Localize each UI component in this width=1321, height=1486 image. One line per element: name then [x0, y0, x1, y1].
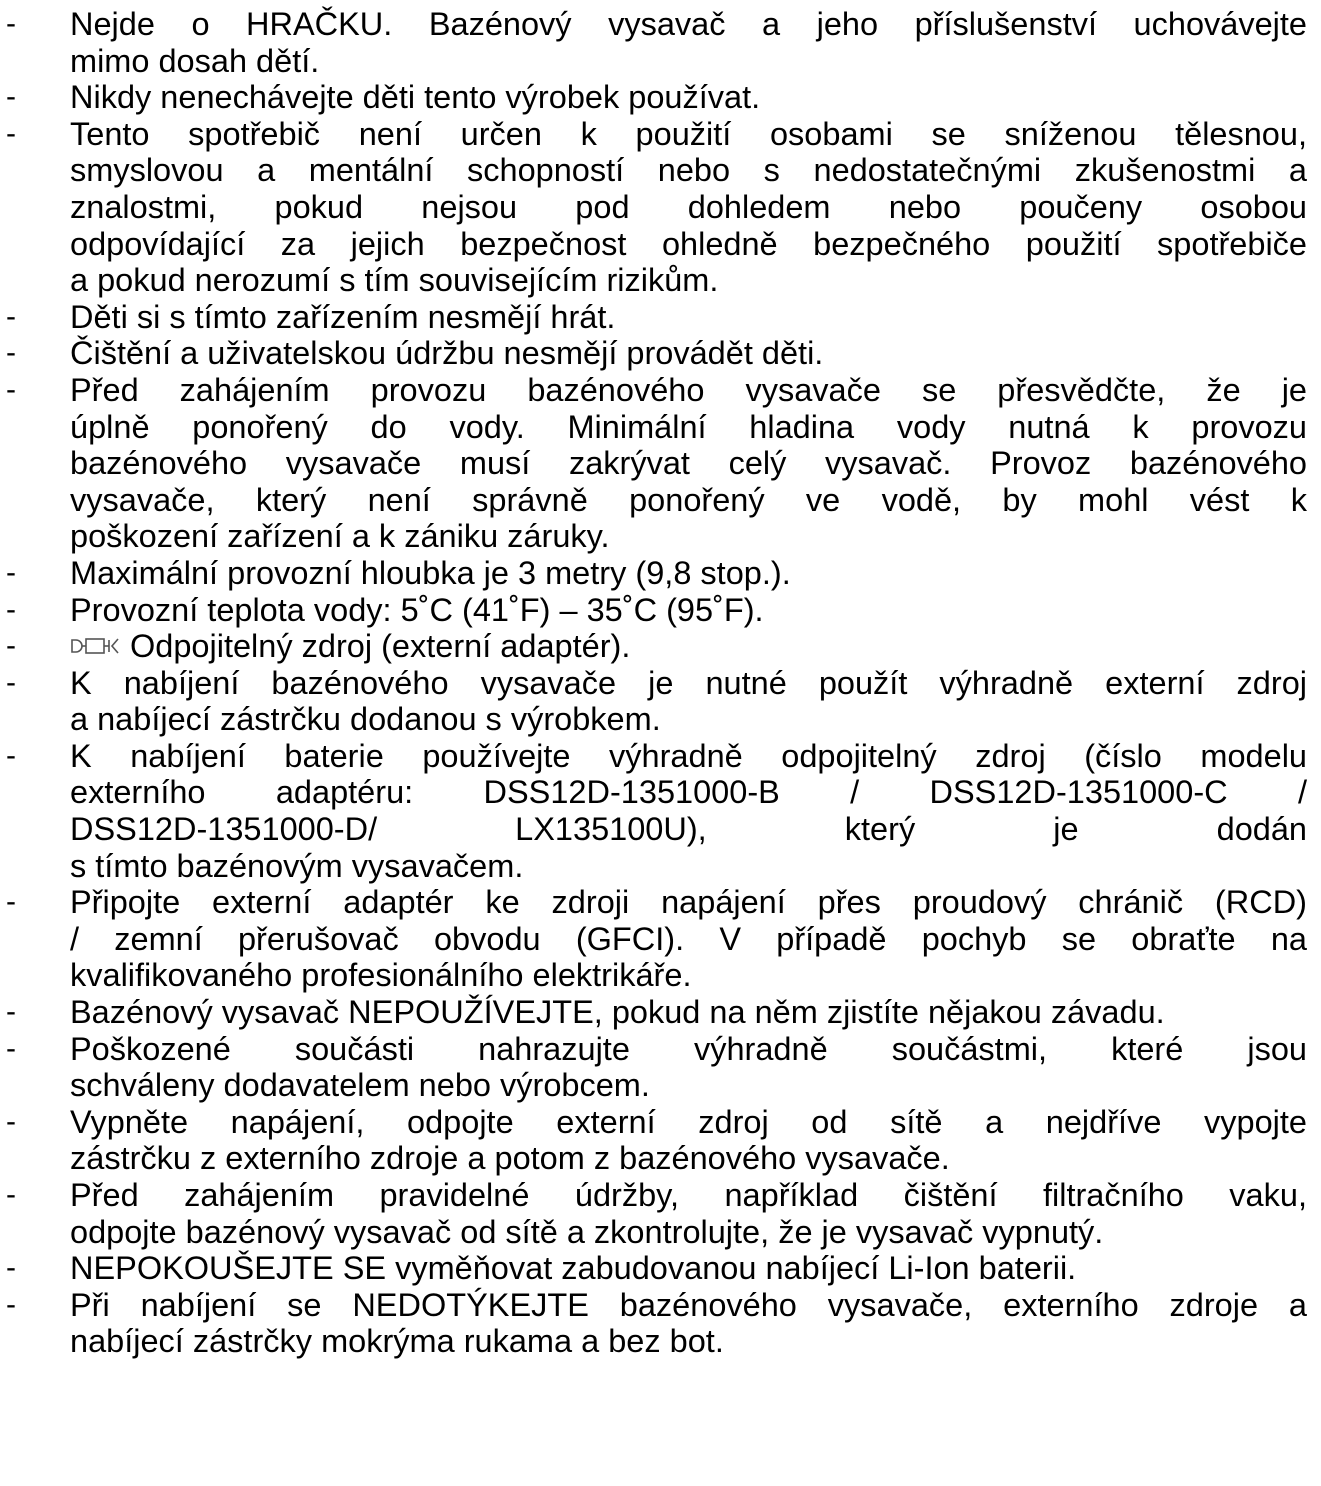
list-item: [0, 738, 1321, 884]
text-line: [70, 994, 1307, 1031]
line-text: úplně ponořený do vody. Minimální hladina vody nutná k provozu: [70, 408, 1307, 445]
line-text: NEPOKOUŠEJTE SE vyměňovat zabudovanou nabíjecí Li-Ion baterii.: [70, 1250, 1077, 1287]
list-item: [0, 1177, 1321, 1250]
text-line: [70, 152, 1307, 189]
line-text: Připojte externí adaptér ke zdroji napájení přes proudový chránič (RCD): [70, 884, 1307, 921]
text-line: [70, 482, 1307, 519]
list-item: [0, 994, 1321, 1031]
line-text: znalostmi, pokud nejsou pod dohledem nebo poučeny osobou: [70, 188, 1307, 225]
bullet-dash: -: [6, 1287, 16, 1321]
bullet-dash: -: [6, 665, 16, 699]
line-text: schváleny dodavatelem nebo výrobcem.: [70, 1067, 650, 1104]
detachable-supply-unit-icon: [70, 636, 120, 656]
list-item: [0, 628, 1321, 665]
text-line: [70, 189, 1307, 226]
text-line: [70, 335, 1307, 372]
text-line: [70, 555, 1307, 592]
line-text: Před zahájením provozu bazénového vysavače se přesvědčte, že je: [70, 371, 1307, 408]
list-item: [0, 1104, 1321, 1177]
text-line: [70, 299, 1307, 336]
line-text: smyslovou a mentální schopností nebo s nedostatečnými zkušenostmi a: [70, 152, 1307, 189]
bullet-dash: -: [6, 1031, 16, 1065]
list-item-text: [70, 6, 1307, 79]
list-item-text: [70, 79, 1307, 116]
text-line: [70, 738, 1307, 775]
list-item-text: [70, 994, 1307, 1031]
line-text: Nejde o HRAČKU. Bazénový vysavač a jeho příslušenství uchovávejte: [70, 6, 1307, 42]
text-line: [70, 1177, 1307, 1214]
line-text: odpojte bazénový vysavač od sítě a zkontrolujte, že je vysavač vypnutý.: [70, 1213, 1104, 1250]
text-line: [70, 957, 1307, 994]
text-line: [70, 665, 1307, 702]
list-item: [0, 79, 1321, 116]
line-text: a nabíjecí zástrčku dodanou s výrobkem.: [70, 701, 661, 738]
bullet-dash: -: [6, 629, 16, 663]
text-line: [70, 409, 1307, 446]
list-item: [0, 884, 1321, 994]
line-text: Vypněte napájení, odpojte externí zdroj od sítě a nejdříve vypojte: [70, 1103, 1307, 1140]
list-item: [0, 1287, 1321, 1360]
bullet-dash: -: [6, 80, 16, 114]
list-item: [0, 372, 1321, 555]
text-line: [70, 518, 1307, 555]
line-text: K nabíjení bazénového vysavače je nutné použít výhradně externí zdroj: [70, 664, 1307, 701]
line-text: poškození zařízení a k zániku záruky.: [70, 518, 610, 555]
list-item-text: [70, 116, 1307, 299]
line-text: Před zahájením pravidelné údržby, například čištění filtračního vaku,: [70, 1177, 1307, 1213]
bullet-dash: -: [6, 299, 16, 333]
list-item-text: [70, 1250, 1307, 1287]
bullet-dash: -: [6, 7, 16, 40]
line-text: Tento spotřebič není určen k použití osobami se sníženou tělesnou,: [70, 115, 1307, 152]
text-line: [70, 226, 1307, 263]
text-line: [70, 1214, 1307, 1251]
text-line: [70, 811, 1307, 848]
list-item: [0, 592, 1321, 629]
list-item: [0, 1250, 1321, 1287]
list-item: [0, 116, 1321, 299]
safety-instructions-list: [0, 6, 1321, 1360]
text-line: [70, 848, 1307, 885]
line-text: K nabíjení baterie používejte výhradně odpojitelný zdroj (číslo modelu: [70, 737, 1307, 774]
text-line: [70, 445, 1307, 482]
list-item-text: [70, 1287, 1307, 1360]
list-item-text: [70, 665, 1307, 738]
line-text: Poškozené součásti nahrazujte výhradně součástmi, které jsou: [70, 1030, 1307, 1067]
line-text: vysavače, který není správně ponořený ve vodě, by mohl vést k: [70, 481, 1307, 518]
line-text: Nikdy nenechávejte děti tento výrobek používat.: [70, 79, 761, 116]
text-line: [70, 1067, 1307, 1104]
text-line: [70, 43, 1307, 80]
list-item: [0, 299, 1321, 336]
line-text: zástrčku z externího zdroje a potom z bazénového vysavače.: [70, 1140, 950, 1177]
line-text: Při nabíjení se NEDOTÝKEJTE bazénového vysavače, externího zdroje a: [70, 1286, 1307, 1323]
line-text: mimo dosah dětí.: [70, 42, 320, 79]
line-text: kvalifikovaného profesionálního elektrikáře.: [70, 957, 692, 994]
text-line: [70, 6, 1307, 43]
text-line: [70, 592, 1307, 629]
line-text: s tímto bazénovým vysavačem.: [70, 847, 524, 884]
list-item-text: [70, 555, 1307, 592]
line-text: Maximální provozní hloubka je 3 metry (9,8 stop.).: [70, 554, 791, 591]
text-line: [70, 884, 1307, 921]
bullet-dash: -: [6, 372, 16, 406]
line-text: Bazénový vysavač NEPOUŽÍVEJTE, pokud na něm zjistíte nějakou závadu.: [70, 994, 1165, 1031]
bullet-dash: -: [6, 995, 16, 1029]
line-text: DSS12D-1351000-D/ LX135100U), který je dodán: [70, 811, 1307, 848]
text-line: [70, 628, 1307, 665]
text-line: [70, 1140, 1307, 1177]
list-item: [0, 335, 1321, 372]
line-text: Odpojitelný zdroj (externí adaptér).: [130, 628, 631, 665]
list-item-text: [70, 628, 1307, 665]
line-text: odpovídající za jejich bezpečnost ohledně bezpečného použití spotřebiče: [70, 225, 1307, 262]
line-text: Děti si s tímto zařízením nesmějí hrát.: [70, 298, 616, 335]
list-item-text: [70, 1031, 1307, 1104]
text-line: [70, 1031, 1307, 1068]
bullet-dash: -: [6, 555, 16, 589]
line-text: bazénového vysavače musí zakrývat celý vysavač. Provoz bazénového: [70, 445, 1307, 482]
text-line: [70, 262, 1307, 299]
list-item: [0, 555, 1321, 592]
bullet-dash: -: [6, 336, 16, 370]
list-item-text: [70, 738, 1307, 884]
list-item-text: [70, 1104, 1307, 1177]
line-text: Provozní teplota vody: 5˚C (41˚F) – 35˚C (95˚F).: [70, 591, 764, 628]
bullet-dash: -: [6, 1178, 16, 1211]
text-line: [70, 116, 1307, 153]
bullet-dash: -: [6, 885, 16, 919]
list-item: [0, 1031, 1321, 1104]
bullet-dash: -: [6, 1104, 16, 1138]
list-item: [0, 665, 1321, 738]
text-line: [70, 1250, 1307, 1287]
bullet-dash: -: [6, 1251, 16, 1285]
text-line: [70, 79, 1307, 116]
list-item-text: [70, 372, 1307, 555]
text-line: [70, 372, 1307, 409]
line-text: nabíjecí zástrčky mokrýma rukama a bez bot.: [70, 1323, 724, 1360]
bullet-dash: -: [6, 738, 16, 772]
text-line: [70, 921, 1307, 958]
line-text: externího adaptéru: DSS12D-1351000-B / DSS12D-1351000-C /: [70, 774, 1307, 811]
bullet-dash: -: [6, 116, 16, 150]
list-item-text: [70, 335, 1307, 372]
bullet-dash: -: [6, 592, 16, 626]
list-item-text: [70, 592, 1307, 629]
text-line: [70, 1287, 1307, 1324]
line-text: a pokud nerozumí s tím souvisejícím rizikům.: [70, 262, 719, 299]
list-item-text: [70, 299, 1307, 336]
list-item: [0, 6, 1321, 79]
line-text: / zemní přerušovač obvodu (GFCI). V případě pochyb se obraťte na: [70, 920, 1307, 957]
line-text: Čištění a uživatelskou údržbu nesmějí provádět děti.: [70, 335, 824, 372]
text-line: [70, 774, 1307, 811]
list-item-text: [70, 884, 1307, 994]
text-line: [70, 701, 1307, 738]
text-line: [70, 1323, 1307, 1360]
text-line: [70, 1104, 1307, 1141]
list-item-text: [70, 1177, 1307, 1250]
